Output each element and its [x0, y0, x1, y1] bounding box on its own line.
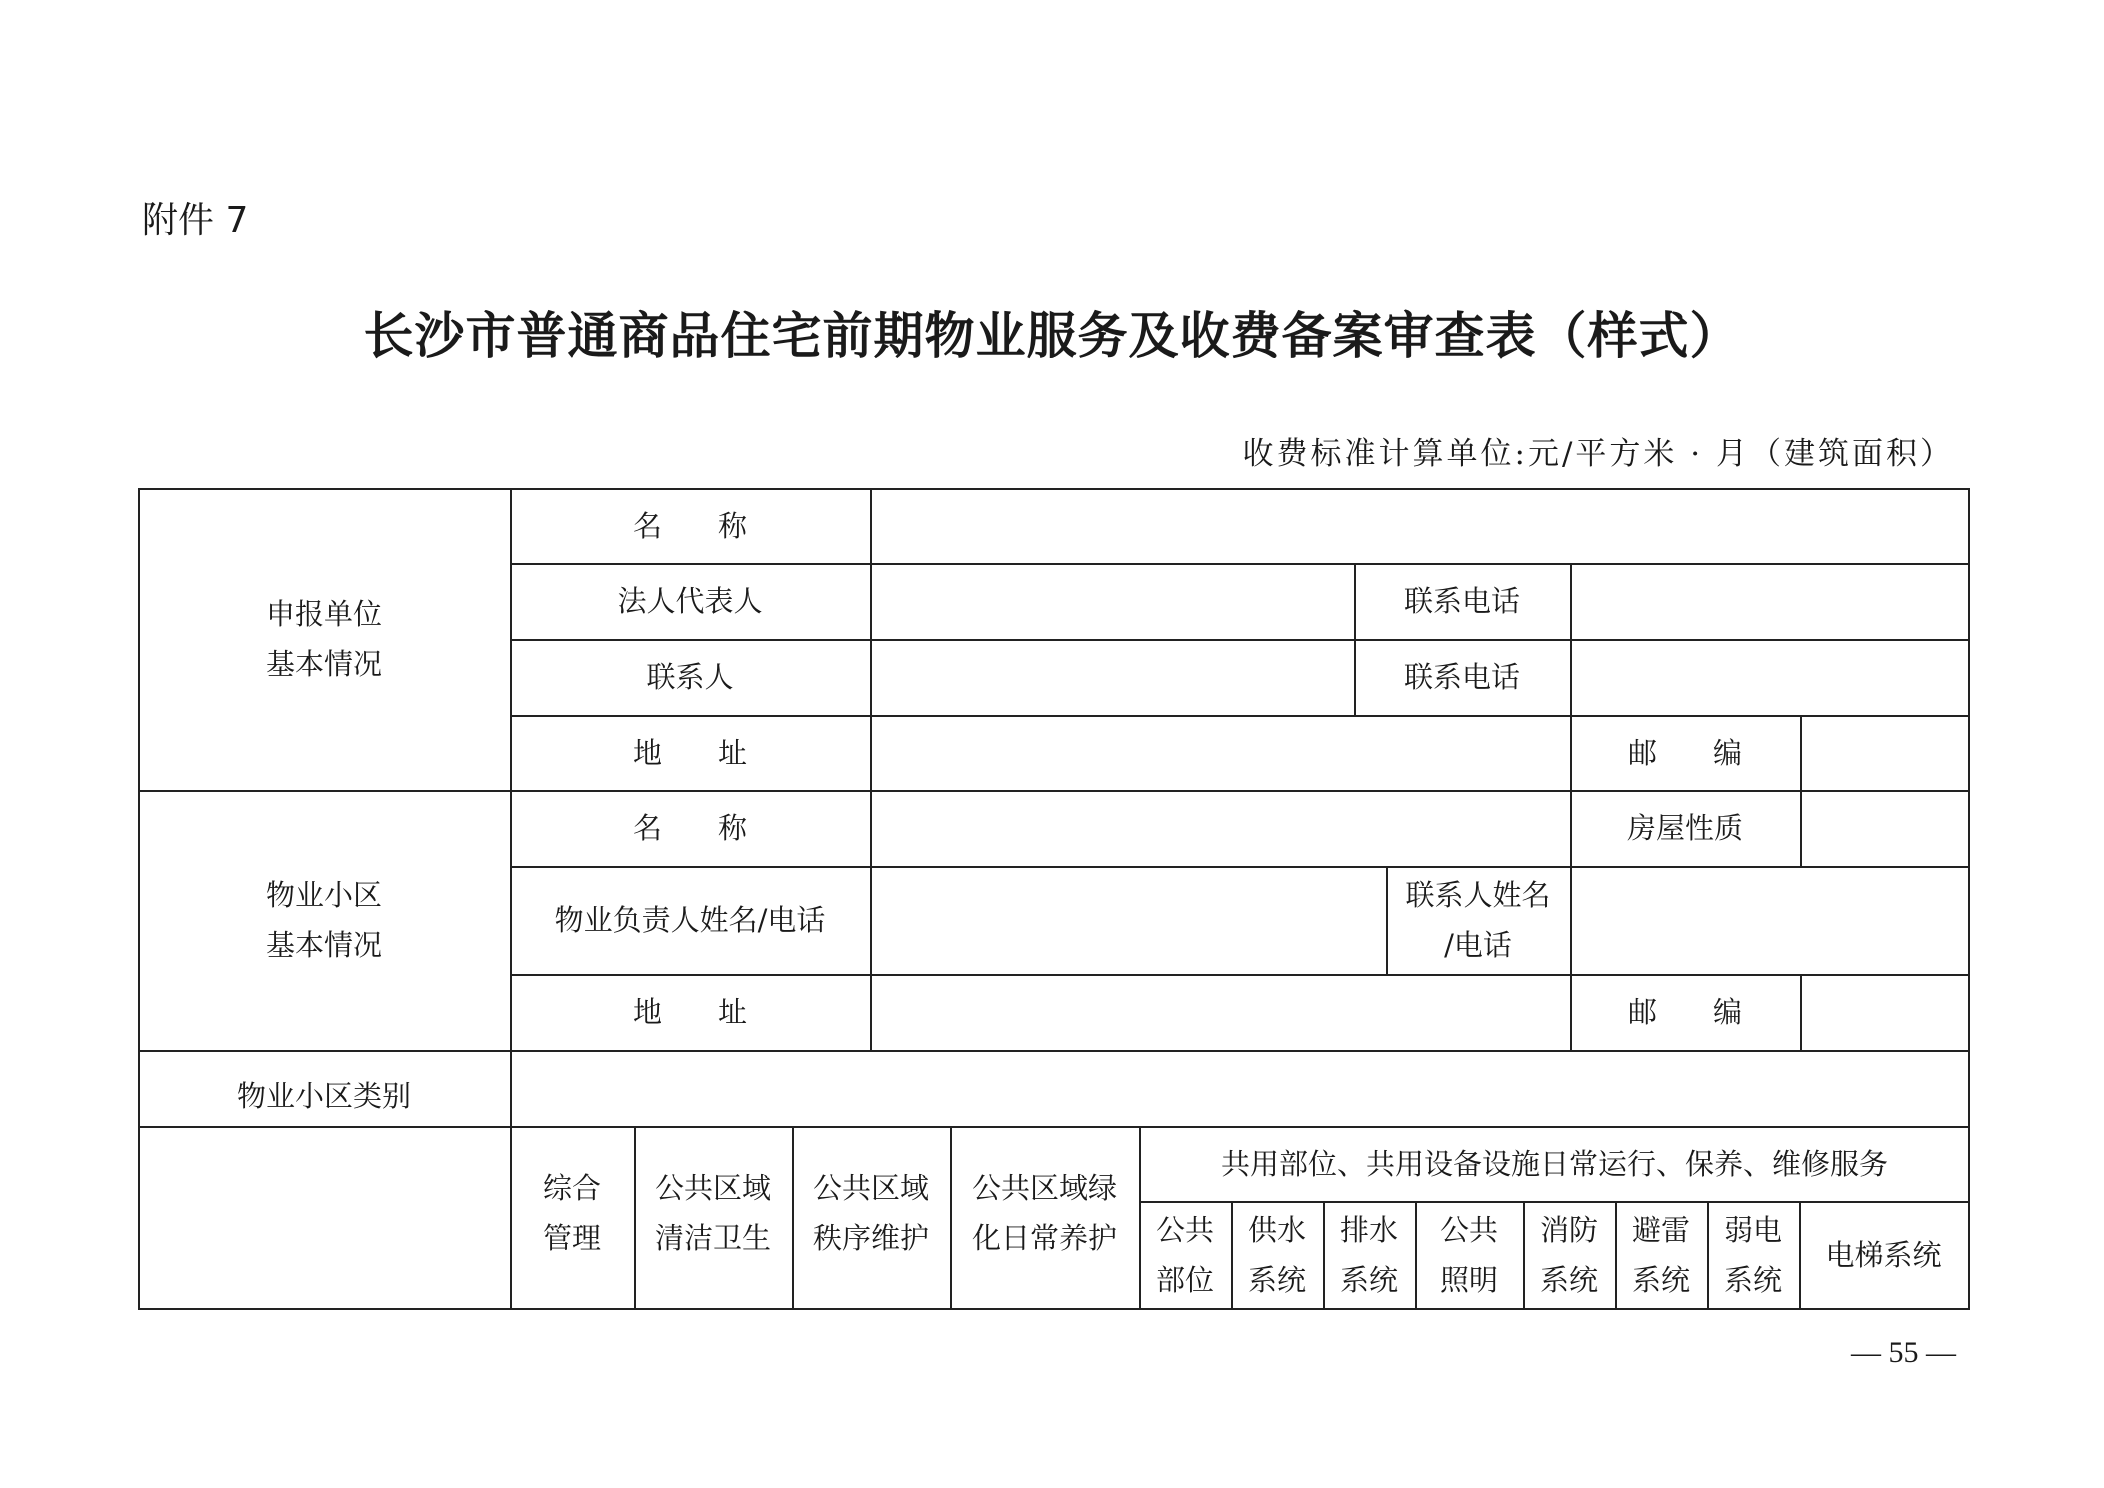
property-section-label: 物业小区 基本情况	[265, 878, 382, 962]
contact-person-field[interactable]	[872, 641, 1354, 715]
property-category-label: 物业小区类别	[236, 1079, 411, 1113]
applicant-postcode-field[interactable]	[1802, 717, 1968, 790]
house-nature-field[interactable]	[1802, 792, 1968, 866]
service-public-greening: 公共区域绿 化日常养护	[971, 1171, 1117, 1255]
sub-item-lightning-protection: 避雷 系统	[1631, 1212, 1690, 1297]
unit-note: 收费标准计算单位:元/平方米 · 月（建筑面积）	[1242, 436, 1954, 472]
page-title: 长沙市普通商品住宅前期物业服务及收费备案审查表（样式）	[363, 306, 1741, 365]
contact-phone-label-2: 联系电话	[1403, 660, 1520, 694]
applicant-name-field[interactable]	[872, 490, 1968, 563]
sub-item-public-lighting: 公共 照明	[1439, 1212, 1498, 1297]
legal-rep-field[interactable]	[872, 565, 1354, 639]
page-number: — 55 —	[1851, 1336, 1956, 1369]
applicant-address-label: 地址	[632, 735, 803, 770]
applicant-name-label: 名称	[632, 508, 803, 543]
property-postcode-label: 邮编	[1627, 995, 1798, 1029]
services-row-label-blank	[138, 1126, 510, 1308]
property-category-field[interactable]	[512, 1052, 1968, 1126]
sub-item-weak-current: 弱电 系统	[1723, 1212, 1782, 1297]
sub-item-public-parts: 公共 部位	[1155, 1212, 1214, 1297]
applicant-postcode-label: 邮编	[1627, 735, 1798, 770]
attachment-label: 附件 7	[142, 200, 249, 241]
contact-person-label: 联系人	[646, 660, 734, 694]
sub-item-fire-protection: 消防 系统	[1539, 1212, 1598, 1297]
sub-item-elevator: 电梯系统	[1825, 1237, 1942, 1272]
contact-phone-label-1: 联系电话	[1403, 584, 1520, 618]
contact-phone-field-2[interactable]	[1572, 641, 1968, 715]
legal-rep-label: 法人代表人	[617, 584, 763, 618]
contact-name-phone-label: 联系人姓名 /电话	[1405, 878, 1551, 962]
service-public-order: 公共区域 秩序维护	[812, 1171, 929, 1255]
sub-item-drainage: 排水 系统	[1339, 1212, 1398, 1297]
service-general-management: 综合 管理	[542, 1171, 601, 1255]
property-postcode-field[interactable]	[1802, 976, 1968, 1050]
property-name-field[interactable]	[872, 792, 1570, 866]
contact-name-phone-field[interactable]	[1572, 868, 1968, 974]
applicant-address-field[interactable]	[872, 717, 1570, 790]
property-name-label: 名称	[632, 811, 803, 845]
contact-phone-field-1[interactable]	[1572, 565, 1968, 639]
sub-item-water-supply: 供水 系统	[1247, 1212, 1306, 1297]
house-nature-label: 房屋性质	[1626, 811, 1743, 845]
service-public-cleaning: 公共区域 清洁卫生	[654, 1171, 771, 1255]
shared-facilities-header: 共用部位、共用设备设施日常运行、保养、维修服务	[1220, 1146, 1888, 1181]
property-address-label: 地址	[632, 995, 803, 1029]
manager-name-phone-label: 物业负责人姓名/电话	[554, 903, 826, 937]
manager-name-phone-field[interactable]	[872, 868, 1386, 974]
table-border-bottom	[138, 1308, 1970, 1310]
applicant-section-label: 申报单位 基本情况	[265, 597, 382, 681]
property-address-field[interactable]	[872, 976, 1570, 1050]
filing-table	[138, 488, 1970, 1310]
